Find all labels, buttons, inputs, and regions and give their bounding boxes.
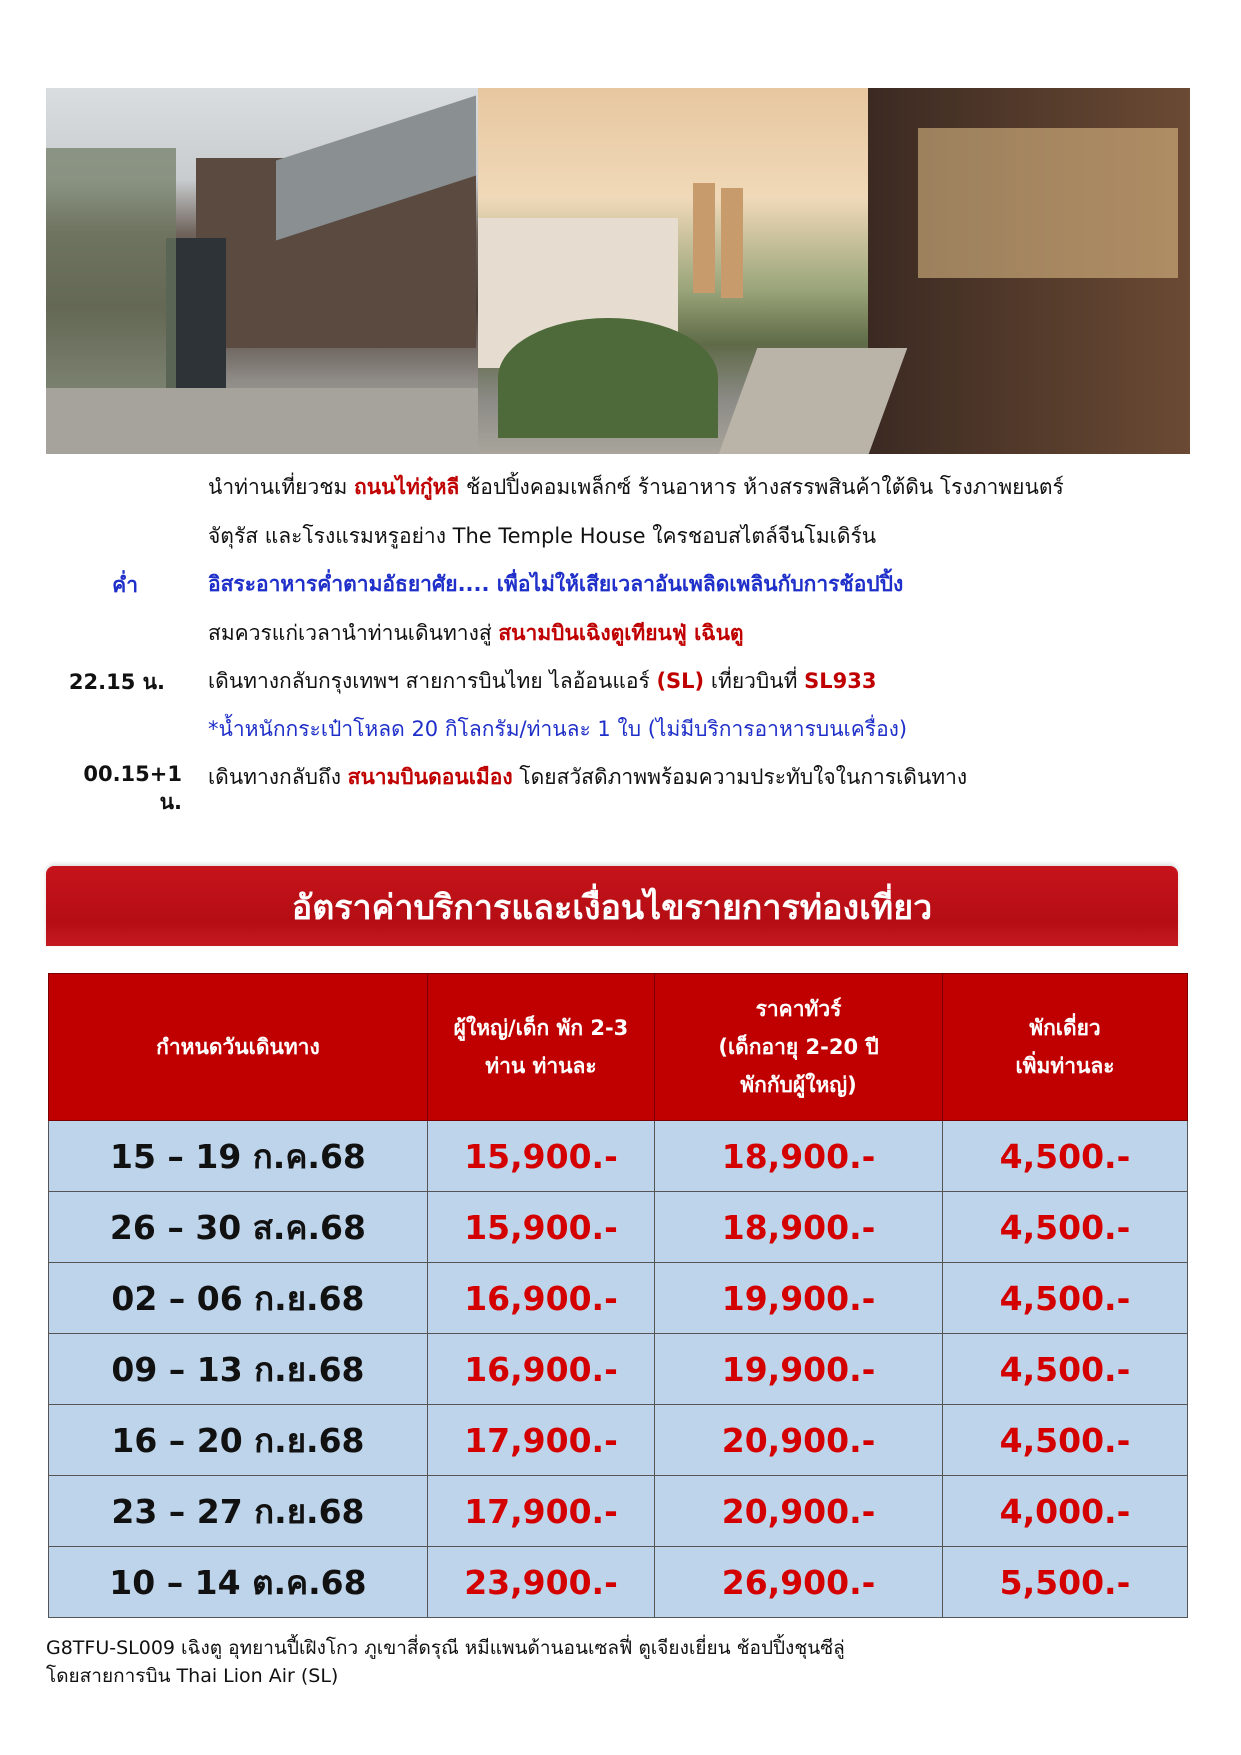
header-adult: ผู้ใหญ่/เด็ก พัก 2-3 ท่าน ท่านละ xyxy=(427,974,654,1121)
single-supplement: 4,500.- xyxy=(942,1334,1187,1405)
child-price: 18,900.- xyxy=(655,1192,943,1263)
dinner-text: อิสระอาหารค่ำตามอัธยาศัย.... เพื่อไม่ให้เสียเวลาอันเพลิดเพลินกับการช้อปปิ้ง xyxy=(208,572,904,596)
child-price: 20,900.- xyxy=(655,1476,943,1547)
table-row xyxy=(49,1263,1188,1334)
travel-date: 15 – 19 ก.ค.68 xyxy=(49,1121,428,1192)
flight-number: SL933 xyxy=(804,669,877,693)
text: เดินทางกลับถึง xyxy=(208,765,348,789)
text: สมควรแก่เวลานำท่านเดินทางสู่ xyxy=(208,621,499,645)
baggage-note: *น้ำหนักกระเป๋าโหลด 20 กิโลกรัม/ท่านละ 1 ใบ (ไม่มีบริการอาหารบนเครื่อง) xyxy=(208,717,908,741)
text: เที่ยวบินที่ xyxy=(704,669,805,693)
child-price: 19,900.- xyxy=(655,1263,943,1334)
single-supplement: 4,500.- xyxy=(942,1121,1187,1192)
photo-mall-building xyxy=(46,88,478,454)
page-footer xyxy=(46,1634,845,1690)
single-supplement: 4,500.- xyxy=(942,1192,1187,1263)
adult-price: 23,900.- xyxy=(427,1547,654,1618)
single-supplement: 4,500.- xyxy=(942,1263,1187,1334)
itinerary-line-2: จัตุรัส และโรงแรมหรูอย่าง The Temple House ใครชอบสไตล์จีนโมเดิร์น xyxy=(208,524,877,548)
text: โดยสวัสดิภาพพร้อมความประทับใจในการเดินทาง xyxy=(512,765,968,789)
banner-title: อัตราค่าบริการและเงื่อนไขรายการท่องเที่ยว xyxy=(291,888,933,928)
travel-date: 02 – 06 ก.ย.68 xyxy=(49,1263,428,1334)
child-price: 26,900.- xyxy=(655,1547,943,1618)
travel-date: 16 – 20 ก.ย.68 xyxy=(49,1405,428,1476)
travel-date: 10 – 14 ต.ค.68 xyxy=(49,1547,428,1618)
table-row xyxy=(49,1334,1188,1405)
header-date: กำหนดวันเดินทาง xyxy=(49,974,428,1121)
itinerary-line-5 xyxy=(208,666,876,696)
adult-price: 15,900.- xyxy=(427,1121,654,1192)
table-row xyxy=(49,1547,1188,1618)
footer-airline: โดยสายการบิน Thai Lion Air (SL) xyxy=(46,1665,339,1687)
place-don-mueang: สนามบินดอนเมือง xyxy=(347,765,513,789)
table-row xyxy=(49,1405,1188,1476)
single-supplement: 5,500.- xyxy=(942,1547,1187,1618)
travel-date: 23 – 27 ก.ย.68 xyxy=(49,1476,428,1547)
single-supplement: 4,500.- xyxy=(942,1405,1187,1476)
itinerary-line-1 xyxy=(208,472,1064,502)
place-taikoo-li: ถนนไท่กู๋หลี xyxy=(354,475,460,499)
child-price: 18,900.- xyxy=(655,1121,943,1192)
adult-price: 16,900.- xyxy=(427,1263,654,1334)
child-price: 19,900.- xyxy=(655,1334,943,1405)
child-price: 20,900.- xyxy=(655,1405,943,1476)
table-row xyxy=(49,1476,1188,1547)
photo-strip xyxy=(46,88,1190,454)
header-child: ราคาทัวร์ (เด็กอายุ 2-20 ปี พักกับผู้ใหญ่) xyxy=(655,974,943,1121)
single-supplement: 4,000.- xyxy=(942,1476,1187,1547)
itinerary-line-7 xyxy=(208,762,967,792)
itinerary-line-4 xyxy=(208,618,744,648)
text: ช้อปปิ้งคอมเพล็กซ์ ร้านอาหาร ห้างสรรพสินค้าใต้ดิน โรงภาพยนตร์ xyxy=(459,475,1064,499)
dinner-label: ค่ำ xyxy=(112,573,138,597)
adult-price: 17,900.- xyxy=(427,1476,654,1547)
photo-taikoo-li-street xyxy=(478,88,1190,454)
rates-banner xyxy=(46,866,1178,946)
footer-program-title: G8TFU-SL009 เฉิงตู อุทยานปี้เฝิงโกว ภูเขาสี่ดรุณี หมีแพนด้านอนเซลฟี่ ตูเจียงเยี่ยน ช้อปปิ้งชุนซีลู่ xyxy=(46,1637,845,1659)
time-departure: 22.15 น. xyxy=(68,670,165,694)
price-table xyxy=(48,973,1188,1618)
adult-price: 16,900.- xyxy=(427,1334,654,1405)
table-header-row xyxy=(49,974,1188,1121)
place-tianfu-airport: สนามบินเฉิงตูเทียนฟู่ เฉินตู xyxy=(498,621,744,645)
travel-date: 26 – 30 ส.ค.68 xyxy=(49,1192,428,1263)
adult-price: 17,900.- xyxy=(427,1405,654,1476)
text: นำท่านเที่ยวชม xyxy=(208,475,355,499)
airline-code: (SL) xyxy=(656,669,705,693)
header-single: พักเดี่ยว เพิ่มท่านละ xyxy=(942,974,1187,1121)
adult-price: 15,900.- xyxy=(427,1192,654,1263)
table-row xyxy=(49,1121,1188,1192)
time-arrival: 00.15+1 น. xyxy=(83,762,182,814)
table-row xyxy=(49,1192,1188,1263)
travel-date: 09 – 13 ก.ย.68 xyxy=(49,1334,428,1405)
text: เดินทางกลับกรุงเทพฯ สายการบินไทย ไลอ้อนแอร์ xyxy=(208,669,657,693)
